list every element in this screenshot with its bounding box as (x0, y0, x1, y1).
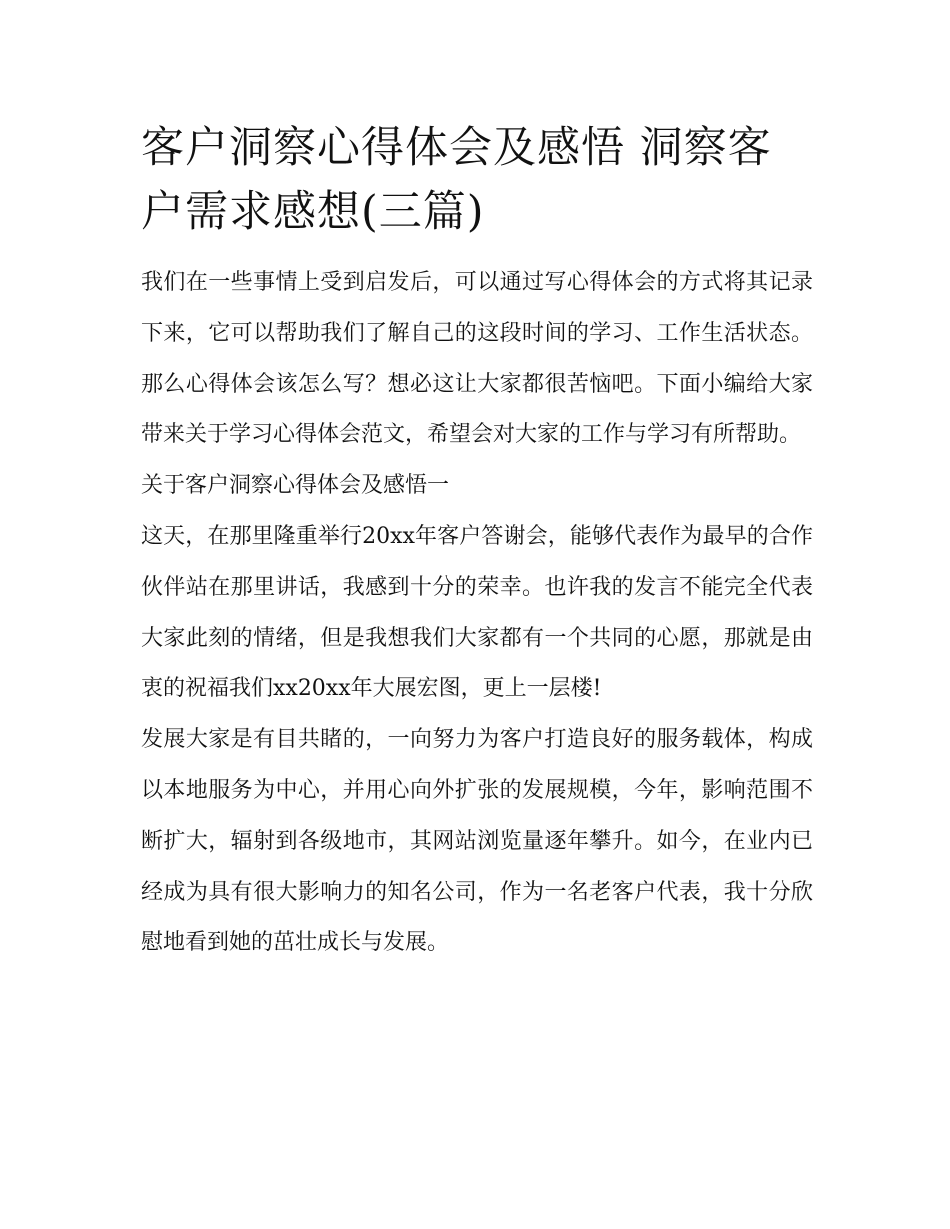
body-paragraph: 发展大家是有目共睹的，一向努力为客户打造良好的服务载体，构成以本地服务为中心，并用心向外扩张的发展规模，今年，影响范围不断扩大，辐射到各级地市，其网站浏览量逐年攀升。如今，在业内已经成为具有很大影响力的知名公司，作为一名老客户代表，我十分欣慰地看到她的茁壮成长与发展。 (141, 727, 813, 956)
document-title: 客户洞察心得体会及感悟 洞察客户需求感想(三篇) (141, 123, 772, 237)
body-paragraph: 这天，在那里隆重举行20xx年客户答谢会，能够代表作为最早的合作伙伴站在那里讲话，我感到十分的荣幸。也许我的发言不能完全代表大家此刻的情绪，但是我想我们大家都有一个共同的心愿，那就是由衷的祝福我们xx20xx年大展宏图，更上一层楼! (141, 523, 813, 702)
section-heading: 关于客户洞察心得体会及感悟一 (141, 473, 450, 499)
intro-paragraph: 我们在一些事情上受到启发后，可以通过写心得体会的方式将其记录下来，它可以帮助我们了解自己的这段时间的学习、工作生活状态。那么心得体会该怎么写？想必这让大家都很苦恼吧。下面小编给大家带来关于学习心得体会范文，希望会对大家的工作与学习有所帮助。 (141, 270, 813, 448)
document-page (141, 116, 813, 969)
